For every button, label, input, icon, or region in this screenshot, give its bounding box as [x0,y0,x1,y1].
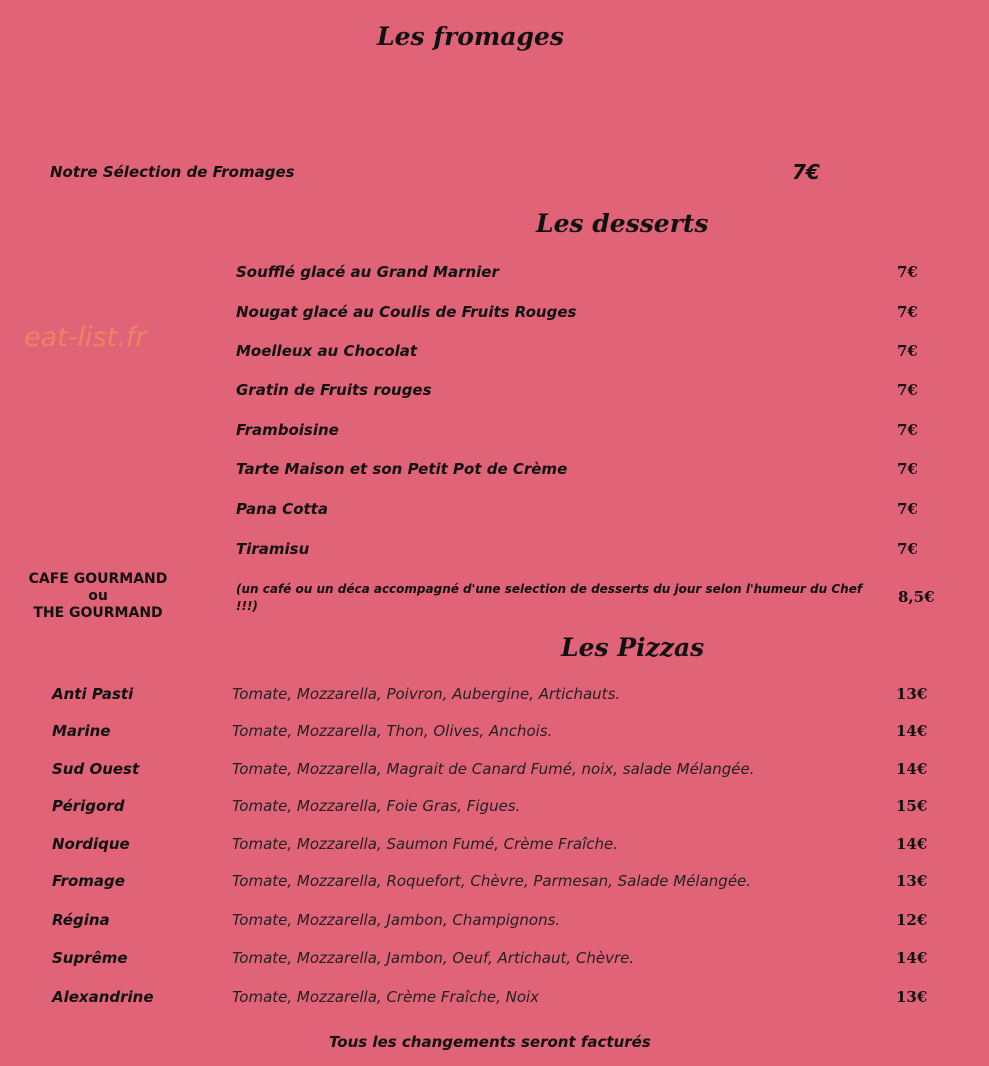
pizza-name: Nordique [52,835,130,853]
dessert-name: Soufflé glacé au Grand Marnier [236,263,499,281]
pizza-name: Alexandrine [52,988,154,1006]
pizza-description: Tomate, Mozzarella, Jambon, Champignons. [232,911,561,929]
pizza-name: Régina [52,911,110,929]
pizzas-title: Les Pizzas [561,633,705,662]
dessert-price: 7€ [897,263,918,281]
dessert-name: Tarte Maison et son Petit Pot de Crème [236,460,568,478]
pizza-name: Marine [52,722,111,740]
pizza-description: Tomate, Mozzarella, Foie Gras, Figues. [232,797,521,815]
pizza-price: 13€ [896,685,928,703]
dessert-name: Framboisine [236,421,339,439]
pizza-name: Suprême [52,949,128,967]
pizza-name: Périgord [52,797,125,815]
cafe-gourmand-description: (un café ou un déca accompagné d'une selection de desserts du jour selon l'humeur du Chef !!!) [236,582,863,613]
dessert-name: Gratin de Fruits rouges [236,381,432,399]
fromages-item-price: 7€ [792,160,820,184]
pizza-description: Tomate, Mozzarella, Roquefort, Chèvre, Parmesan, Salade Mélangée. [232,872,752,890]
dessert-name: Tiramisu [236,540,310,558]
dessert-price: 7€ [897,381,918,399]
pizza-name: Fromage [52,872,125,890]
pizza-description: Tomate, Mozzarella, Magrait de Canard Fumé, noix, salade Mélangée. [232,760,755,778]
cafe-line-2: ou [88,588,108,604]
pizza-price: 14€ [896,722,928,740]
dessert-price: 7€ [897,500,918,518]
dessert-name: Pana Cotta [236,500,328,518]
cafe-line-3: THE GOURMAND [33,605,163,621]
watermark: eat-list.fr [24,322,147,353]
dessert-price: 7€ [897,540,918,558]
dessert-price: 7€ [897,303,918,321]
pizza-name: Sud Ouest [52,760,140,778]
fromages-item-name: Notre Sélection de Fromages [50,163,295,181]
pizza-description: Tomate, Mozzarella, Saumon Fumé, Crème Fraîche. [232,835,619,853]
pizza-price: 15€ [896,797,928,815]
fromages-title: Les fromages [377,22,564,51]
cafe-gourmand-name [20,571,176,622]
dessert-price: 7€ [897,460,918,478]
pizza-price: 12€ [896,911,928,929]
pizza-price: 13€ [896,988,928,1006]
pizzas-footer-note: Tous les changements seront facturés [329,1033,651,1051]
pizza-name: Anti Pasti [52,685,134,703]
pizza-description: Tomate, Mozzarella, Thon, Olives, Anchois. [232,722,553,740]
cafe-gourmand-price: 8,5€ [898,588,935,606]
desserts-title: Les desserts [536,209,709,238]
pizza-price: 13€ [896,872,928,890]
dessert-name: Moelleux au Chocolat [236,342,418,360]
pizza-price: 14€ [896,760,928,778]
pizza-description: Tomate, Mozzarella, Poivron, Aubergine, Artichauts. [232,685,621,703]
dessert-price: 7€ [897,342,918,360]
cafe-line-1: CAFE GOURMAND [28,571,168,587]
pizza-price: 14€ [896,835,928,853]
dessert-name: Nougat glacé au Coulis de Fruits Rouges [236,303,577,321]
pizza-description: Tomate, Mozzarella, Crème Fraîche, Noix [232,988,540,1006]
pizza-price: 14€ [896,949,928,967]
dessert-price: 7€ [897,421,918,439]
pizza-description: Tomate, Mozzarella, Jambon, Oeuf, Artichaut, Chèvre. [232,949,635,967]
